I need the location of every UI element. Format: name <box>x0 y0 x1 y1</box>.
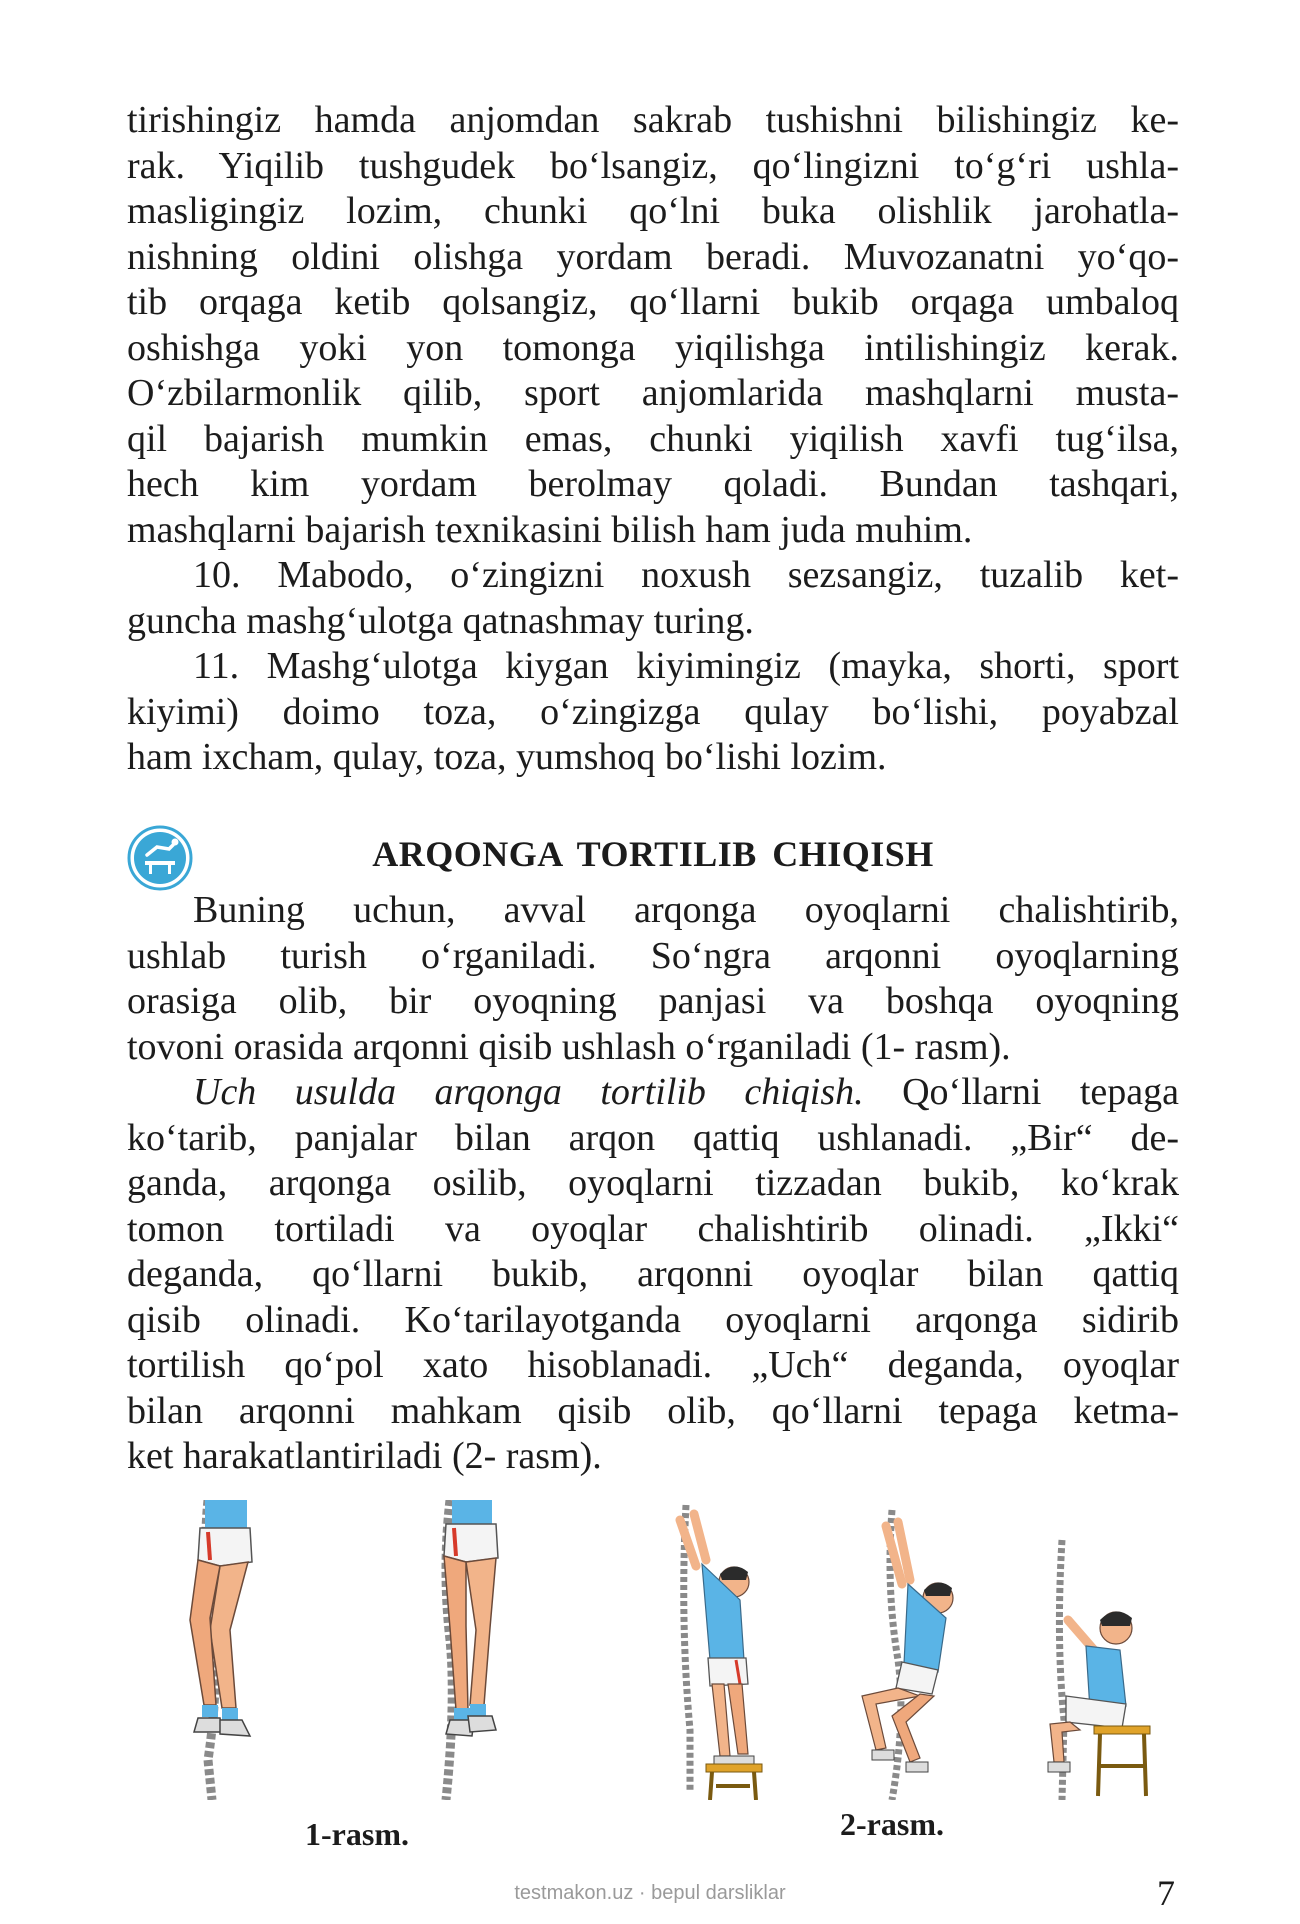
italic-lead: Uch usulda arqonga tortilib chiqish. <box>193 1071 864 1113</box>
page-number: 7 <box>1157 1873 1175 1913</box>
text-line: ko‘tarib, panjalar bilan arqon qattiq ushlanadi. „Bir“ de- <box>127 1116 1179 1159</box>
figure-2b-climbing <box>862 1510 953 1800</box>
text-line: deganda, qo‘llarni bukib, arqonni oyoqlar bilan qattiq <box>127 1253 1179 1295</box>
text-line: tovoni orasida arqonni qisib ushlash o‘rganiladi (1- rasm). <box>127 1025 1011 1068</box>
text-line: rak. Yiqilib tushgudek bo‘lsangiz, qo‘lingizni to‘g‘ri ushla- <box>127 144 1179 187</box>
text-line: ket harakatlantiriladi (2- rasm). <box>127 1435 602 1477</box>
figure-1a-legs-on-rope <box>190 1500 252 1800</box>
text-line: O‘zbilarmonlik qilib, sport anjomlarida mashqlarni musta- <box>127 372 1179 414</box>
text-line: bilan arqonni mahkam qisib olib, qo‘llarni tepaga ketma- <box>127 1389 1179 1432</box>
text-line: qisib olinadi. Ko‘tarilayotganda oyoqlarni arqonga sidirib <box>127 1298 1179 1341</box>
text-line: tirishingiz hamda anjomdan sakrab tushishni bilishingiz ke- <box>127 99 1179 141</box>
text-line: Buning uchun, avval arqonga oyoqlarni chalishtirib, <box>193 889 1179 931</box>
figure-2a-start-position <box>680 1505 762 1800</box>
figure-2-caption: 2-rasm. <box>840 1806 944 1842</box>
rope-climbing-illustrations <box>150 1500 1180 1800</box>
section-title: ARQONGA TORTILIB CHIQISH <box>372 834 934 874</box>
watermark: testmakon.uz · bepul darsliklar <box>514 1882 786 1904</box>
figure-1-caption: 1-rasm. <box>305 1816 409 1852</box>
text-line: tib orqaga ketib qolsangiz, qo‘llarni bukib orqaga umbaloq <box>127 281 1179 323</box>
lead-rest: Qo‘llarni tepaga <box>863 1071 1179 1113</box>
figure-2c-tuck-on-stool <box>1048 1540 1150 1800</box>
text-line: ham ixcham, qulay, toza, yumshoq bo‘lishi lozim. <box>127 736 887 778</box>
text-line: hech kim yordam berolmay qoladi. Bundan tashqari, <box>127 463 1179 505</box>
text-line: nishning oldini olishga yordam beradi. Muvozanatni yo‘qo- <box>127 235 1179 278</box>
text-line: kiyimi) doimo toza, o‘zingizga qulay bo‘lishi, poyabzal <box>127 690 1179 733</box>
rope-climbing-text <box>127 888 1179 1480</box>
main-text <box>127 98 1179 781</box>
text-line: oshishga yoki yon tomonga yiqilishga intilishingiz kerak. <box>127 326 1179 369</box>
text-line: masligingiz lozim, chunki qo‘lni buka olishlik jarohatla- <box>127 190 1179 232</box>
text-line <box>127 1070 1179 1116</box>
figure-1b-legs-on-rope <box>444 1500 498 1800</box>
text-line: tomon tortiladi va oyoqlar chalishtirib olinadi. „Ikki“ <box>127 1207 1179 1250</box>
text-line: orasiga olib, bir oyoqning panjasi va boshqa oyoqning <box>127 980 1179 1022</box>
text-line: 10. Mabodo, o‘zingizni noxush sezsangiz, tuzalib ket- <box>193 554 1179 596</box>
section-heading-row <box>125 823 1181 883</box>
text-line: mashqlarni bajarish texnikasini bilish ham juda muhim. <box>127 508 973 551</box>
text-line: qil bajarish mumkin emas, chunki yiqilish xavfi tug‘ilsa, <box>127 417 1179 460</box>
text-line: ushlab turish o‘rganiladi. So‘ngra arqonni oyoqlarning <box>127 934 1179 977</box>
text-line: 11. Mashg‘ulotga kiygan kiyimingiz (mayka, shorti, sport <box>193 645 1179 687</box>
text-line: guncha mashg‘ulotga qatnashmay turing. <box>127 599 754 642</box>
text-line: tortilish qo‘pol xato hisoblanadi. „Uch“ deganda, oyoqlar <box>127 1344 1179 1386</box>
text-line: ganda, arqonga osilib, oyoqlarni tizzadan bukib, ko‘krak <box>127 1162 1179 1204</box>
